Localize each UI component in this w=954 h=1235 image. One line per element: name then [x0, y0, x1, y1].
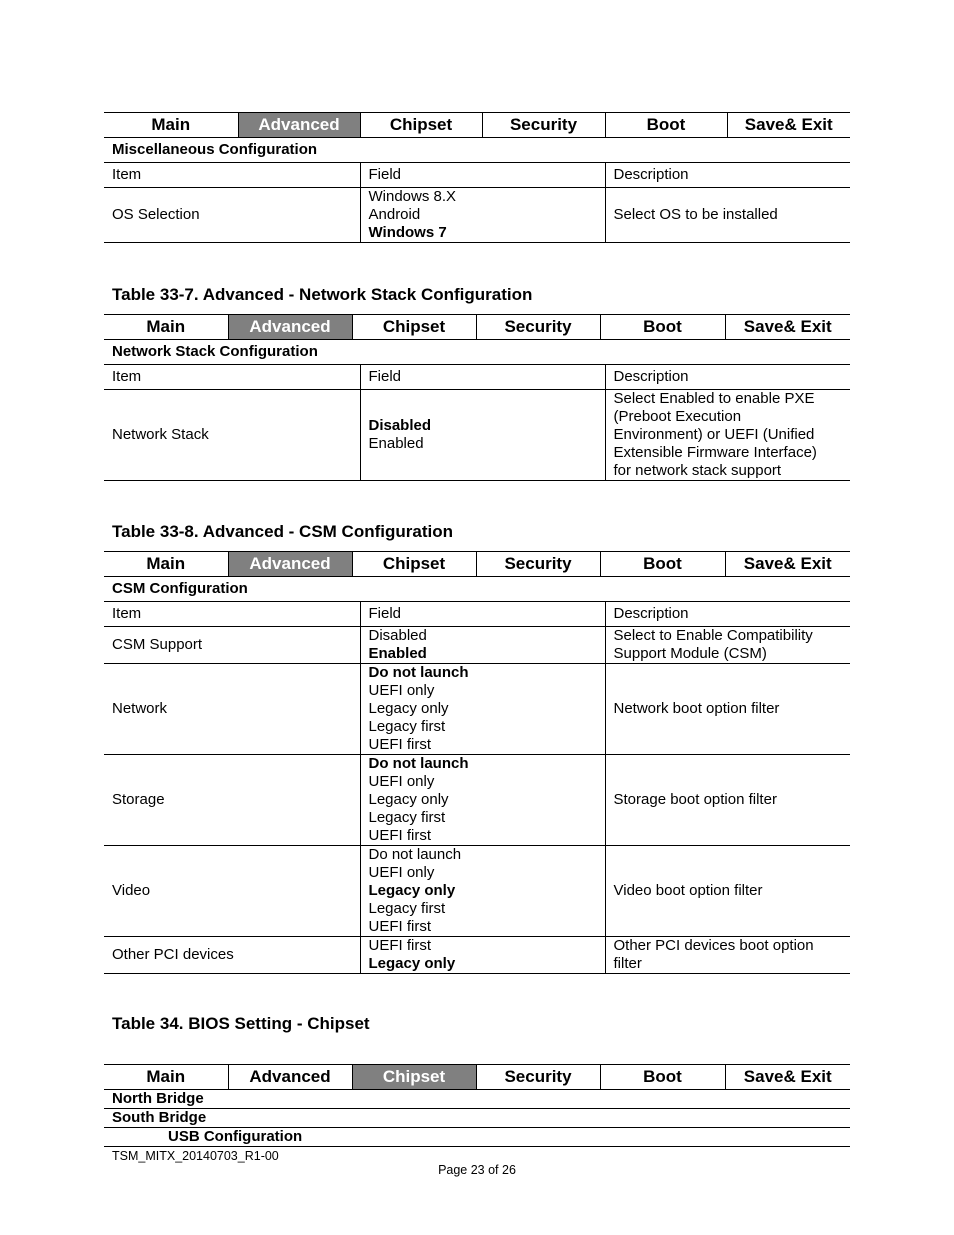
- tab-advanced: Advanced: [238, 113, 360, 138]
- tab-advanced: Advanced: [228, 1065, 352, 1090]
- table-row: [104, 188, 850, 243]
- description-cell: [605, 390, 850, 481]
- option: Legacy first: [368, 809, 446, 826]
- default-option: Windows 7: [368, 224, 447, 241]
- option: UEFI first: [368, 736, 431, 753]
- table-row: [104, 846, 850, 937]
- table-caption: Table 34. BIOS Setting - Chipset: [112, 1014, 370, 1033]
- tab-advanced: Advanced: [228, 315, 352, 340]
- tab-chipset: Chipset: [352, 315, 476, 340]
- col-header-item: Item: [104, 602, 360, 627]
- item-cell: Storage: [104, 755, 360, 846]
- description-line: Other PCI devices boot option: [613, 937, 814, 954]
- field-cell: [360, 188, 605, 243]
- option: UEFI first: [368, 937, 431, 954]
- page-number: Page 23 of 26: [438, 1163, 516, 1177]
- field-cell: [360, 846, 605, 937]
- table-row: [104, 390, 850, 481]
- chipset-table: [104, 1064, 850, 1147]
- tab-main: Main: [104, 113, 238, 138]
- field-cell: [360, 390, 605, 481]
- description-cell: Network boot option filter: [605, 664, 850, 755]
- description-cell: Video boot option filter: [605, 846, 850, 937]
- field-cell: [360, 627, 605, 664]
- description-line: Extensible Firmware Interface): [613, 444, 817, 461]
- tab-security: Security: [482, 113, 605, 138]
- tab-security: Security: [476, 315, 600, 340]
- description-line: Select to Enable Compatibility: [613, 627, 813, 644]
- tab-boot: Boot: [600, 552, 725, 577]
- tab-boot: Boot: [600, 1065, 725, 1090]
- option: Android: [368, 206, 421, 223]
- default-option: Legacy only: [368, 955, 456, 972]
- table-row: [104, 664, 850, 755]
- item-cell: Network: [104, 664, 360, 755]
- col-header-field: Field: [360, 163, 605, 188]
- description-cell: Storage boot option filter: [605, 755, 850, 846]
- col-header-field: Field: [360, 365, 605, 390]
- option: Windows 8.X: [368, 188, 457, 205]
- col-header-item: Item: [104, 163, 360, 188]
- section-title: Miscellaneous Configuration: [104, 138, 850, 163]
- tab-save-exit: Save& Exit: [727, 113, 850, 138]
- document-id: TSM_MITX_20140703_R1-00: [112, 1149, 279, 1163]
- option: Enabled: [368, 435, 424, 452]
- description-cell: [605, 937, 850, 974]
- option: Do not launch: [368, 846, 462, 863]
- item-cell: Video: [104, 846, 360, 937]
- bios-tab-bar: [104, 315, 850, 340]
- description-line: (Preboot Execution: [613, 408, 742, 425]
- tab-main: Main: [104, 315, 228, 340]
- table-row: [104, 937, 850, 974]
- tab-chipset: Chipset: [352, 1065, 476, 1090]
- description-cell: Select OS to be installed: [605, 188, 850, 243]
- section-title: CSM Configuration: [104, 577, 850, 602]
- tab-security: Security: [476, 1065, 600, 1090]
- tab-save-exit: Save& Exit: [725, 552, 850, 577]
- col-header-description: Description: [605, 602, 850, 627]
- bios-tab-bar: [104, 1065, 850, 1090]
- section-north-bridge: North Bridge: [104, 1090, 850, 1109]
- description-line: Select Enabled to enable PXE: [613, 390, 815, 407]
- option: Legacy only: [368, 700, 449, 717]
- tab-security: Security: [476, 552, 600, 577]
- tab-boot: Boot: [605, 113, 727, 138]
- item-cell: OS Selection: [104, 188, 360, 243]
- col-header-item: Item: [104, 365, 360, 390]
- description-line: for network stack support: [613, 462, 782, 479]
- col-header-description: Description: [605, 365, 850, 390]
- tab-chipset: Chipset: [360, 113, 482, 138]
- item-cell: Network Stack: [104, 390, 360, 481]
- tab-main: Main: [104, 552, 228, 577]
- default-option: Do not launch: [368, 664, 469, 681]
- description-line: filter: [613, 955, 642, 972]
- option: Disabled: [368, 627, 427, 644]
- csm-config-table: [104, 551, 850, 974]
- description-line: Support Module (CSM): [613, 645, 767, 662]
- option: UEFI only: [368, 682, 435, 699]
- default-option: Do not launch: [368, 755, 469, 772]
- tab-boot: Boot: [600, 315, 725, 340]
- item-cell: Other PCI devices: [104, 937, 360, 974]
- section-south-bridge: South Bridge: [104, 1109, 850, 1128]
- section-usb-configuration: USB Configuration: [104, 1128, 850, 1147]
- option: UEFI only: [368, 864, 435, 881]
- default-option: Enabled: [368, 645, 427, 662]
- network-stack-table: [104, 314, 850, 481]
- item-cell: CSM Support: [104, 627, 360, 664]
- table-row: [104, 627, 850, 664]
- tab-advanced: Advanced: [228, 552, 352, 577]
- tab-main: Main: [104, 1065, 228, 1090]
- misc-config-table: [104, 112, 850, 243]
- tab-save-exit: Save& Exit: [725, 315, 850, 340]
- col-header-field: Field: [360, 602, 605, 627]
- default-option: Legacy only: [368, 882, 456, 899]
- option: UEFI only: [368, 773, 435, 790]
- field-cell: [360, 755, 605, 846]
- table-row: [104, 755, 850, 846]
- default-option: Disabled: [368, 417, 432, 434]
- table-caption: Table 33-8. Advanced - CSM Configuration: [112, 522, 453, 541]
- description-cell: [605, 627, 850, 664]
- option: Legacy only: [368, 791, 449, 808]
- option: Legacy first: [368, 718, 446, 735]
- field-cell: [360, 664, 605, 755]
- tab-save-exit: Save& Exit: [725, 1065, 850, 1090]
- tab-chipset: Chipset: [352, 552, 476, 577]
- option: Legacy first: [368, 900, 446, 917]
- option: UEFI first: [368, 918, 431, 935]
- table-caption: Table 33-7. Advanced - Network Stack Configuration: [112, 285, 533, 304]
- bios-tab-bar: [104, 552, 850, 577]
- description-line: Environment) or UEFI (Unified: [613, 426, 815, 443]
- section-title: Network Stack Configuration: [104, 340, 850, 365]
- option: UEFI first: [368, 827, 431, 844]
- col-header-description: Description: [605, 163, 850, 188]
- bios-tab-bar: [104, 113, 850, 138]
- field-cell: [360, 937, 605, 974]
